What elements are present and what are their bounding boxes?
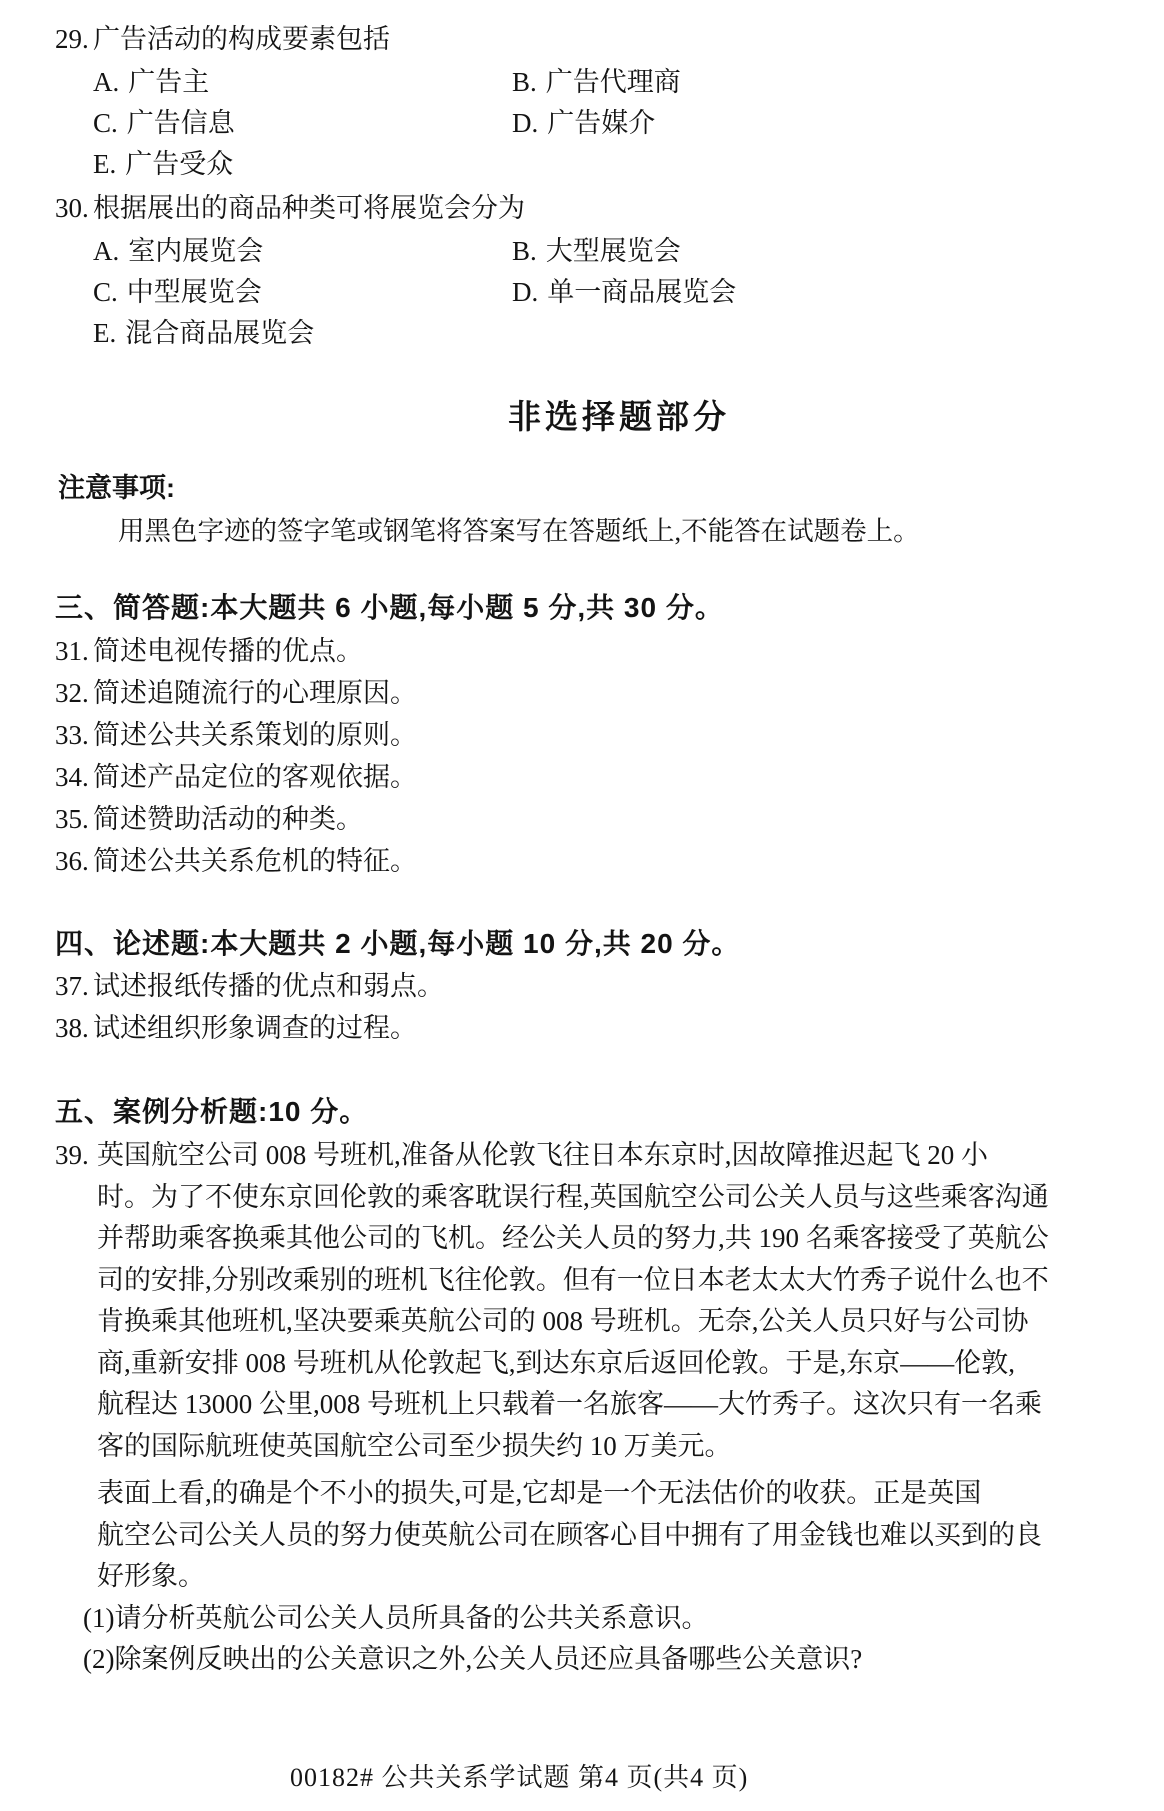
question-text: 简述赞助活动的种类。	[93, 804, 363, 834]
option-text: 单一商品展览会	[547, 277, 737, 307]
question-stem	[55, 16, 1134, 62]
option-label: E.	[93, 318, 117, 348]
case-paragraph-line: 客的国际航班使英国航空公司至少损失约 10 万美元。	[97, 1430, 732, 1461]
option	[512, 62, 1134, 103]
question-text: 试述报纸传播的优点和弱点。	[93, 971, 444, 1001]
section-case-analysis	[55, 1088, 1134, 1681]
question-29	[55, 16, 1134, 185]
question-text: 简述公共关系策划的原则。	[93, 720, 417, 750]
question-number: 36.	[55, 846, 89, 876]
part-heading-text: 非选择题部分	[508, 398, 730, 435]
section-heading: 三、简答题:本大题共 6 小题,每小题 5 分,共 30 分。	[55, 592, 724, 623]
option-label: B.	[512, 236, 537, 266]
case-text	[83, 1135, 1117, 1681]
notice-block	[58, 466, 1134, 552]
option	[512, 103, 1134, 144]
question-stem-text: 广告活动的构成要素包括	[93, 24, 390, 54]
section-essay	[55, 923, 1134, 1049]
option	[512, 272, 1134, 313]
option-text: 混合商品展览会	[125, 318, 315, 348]
option-label: C.	[93, 277, 118, 307]
question-stem	[55, 185, 1134, 231]
case-paragraph-line: 肯换乘其他班机,坚决要乘英航公司的 008 号班机。无奈,公关人员只好与公司协	[97, 1306, 1029, 1336]
part-heading	[0, 391, 1164, 438]
option	[93, 231, 512, 272]
option-label: B.	[512, 67, 537, 97]
case-paragraph-line: 航空公司公关人员的努力使英航公司在顾客心目中拥有了用金钱也难以买到的良	[97, 1519, 1042, 1550]
option-label: A.	[93, 236, 120, 266]
case-paragraph-line: 并帮助乘客换乘其他公司的飞机。经公关人员的努力,共 190 名乘客接受了英航公	[97, 1223, 1049, 1253]
question-line	[55, 965, 1134, 1007]
option-text: 大型展览会	[545, 236, 681, 266]
case-paragraph-1	[97, 1135, 1117, 1467]
question-text: 试述组织形象调查的过程。	[93, 1013, 417, 1043]
options-grid	[93, 231, 1134, 354]
case-paragraph-line: 表面上看,的确是个不小的损失,可是,它却是一个无法估价的收获。正是英国	[97, 1478, 982, 1508]
option	[512, 231, 1134, 272]
option	[93, 272, 512, 313]
option-text: 室内展览会	[128, 236, 264, 266]
question-number: 29.	[55, 24, 89, 54]
question-line	[55, 714, 1134, 756]
section-short-answer	[55, 586, 1134, 882]
case-question	[55, 1135, 1134, 1681]
question-number: 33.	[55, 720, 89, 750]
question-text: 简述产品定位的客观依据。	[93, 762, 417, 792]
options-grid	[93, 62, 1134, 185]
notice-body: 用黑色字迹的签字笔或钢笔将答案写在答题纸上,不能答在试题卷上。	[118, 516, 920, 546]
page-footer: 00182# 公共关系学试题 第4 页(共4 页)	[290, 1763, 749, 1792]
section-heading: 五、案例分析题:10 分。	[55, 1096, 369, 1127]
option-label: C.	[93, 108, 118, 138]
question-line	[55, 672, 1134, 714]
sub-question: (1)请分析英航公司公关人员所具备的公共关系意识。	[83, 1602, 709, 1633]
section-heading: 四、论述题:本大题共 2 小题,每小题 10 分,共 20 分。	[55, 928, 741, 959]
question-line	[55, 1007, 1134, 1049]
case-paragraph-line: 英国航空公司 008 号班机,准备从伦敦飞往日本东京时,因故障推迟起飞 20 小	[97, 1140, 988, 1170]
case-sub-questions	[83, 1598, 1117, 1681]
case-paragraph-2	[97, 1473, 1117, 1598]
question-number: 39.	[55, 1140, 89, 1170]
question-30	[55, 185, 1134, 354]
question-line	[55, 840, 1134, 882]
question-number: 35.	[55, 804, 89, 834]
case-paragraph-line: 商,重新安排 008 号班机从伦敦起飞,到达东京后返回伦敦。于是,东京——伦敦,	[97, 1347, 1015, 1378]
section-items	[55, 965, 1134, 1049]
question-number: 38.	[55, 1013, 89, 1043]
question-line	[55, 630, 1134, 672]
option-text: 广告主	[128, 67, 210, 97]
case-paragraph-line: 时。为了不使东京回伦敦的乘客耽误行程,英国航空公司公关人员与这些乘客沟通	[97, 1181, 1049, 1212]
question-stem-text: 根据展出的商品种类可将展览会分为	[93, 193, 525, 223]
multiple-choice-block	[55, 16, 1134, 354]
case-paragraph-line: 司的安排,分别改乘别的班机飞往伦敦。但有一位日本老太太大竹秀子说什么也不	[97, 1264, 1049, 1295]
option-text: 广告受众	[125, 149, 234, 179]
option-text: 广告媒介	[547, 108, 656, 138]
option	[93, 62, 512, 103]
section-items	[55, 630, 1134, 882]
sub-question: (2)除案例反映出的公关意识之外,公关人员还应具备哪些公关意识?	[83, 1644, 863, 1674]
option-text: 中型展览会	[126, 277, 262, 307]
question-text: 简述公共关系危机的特征。	[93, 846, 417, 876]
question-number: 30.	[55, 193, 89, 223]
notice-title: 注意事项:	[58, 473, 175, 503]
question-number: 32.	[55, 678, 89, 708]
question-number: 37.	[55, 971, 89, 1001]
question-number: 31.	[55, 636, 89, 666]
option	[93, 144, 512, 185]
option	[93, 313, 512, 354]
question-text: 简述追随流行的心理原因。	[93, 678, 417, 708]
question-line	[55, 756, 1134, 798]
question-text: 简述电视传播的优点。	[93, 636, 363, 666]
question-number: 34.	[55, 762, 89, 792]
option-label: A.	[93, 67, 120, 97]
option	[93, 103, 512, 144]
case-paragraph-line: 航程达 13000 公里,008 号班机上只载着一名旅客——大竹秀子。这次只有一名乘	[97, 1389, 1042, 1419]
question-line	[55, 798, 1134, 840]
option-label: D.	[512, 277, 539, 307]
option-text: 广告信息	[126, 108, 235, 138]
option-text: 广告代理商	[545, 67, 681, 97]
case-paragraph-line: 好形象。	[97, 1561, 205, 1591]
option-label: E.	[93, 149, 117, 179]
option-label: D.	[512, 108, 539, 138]
